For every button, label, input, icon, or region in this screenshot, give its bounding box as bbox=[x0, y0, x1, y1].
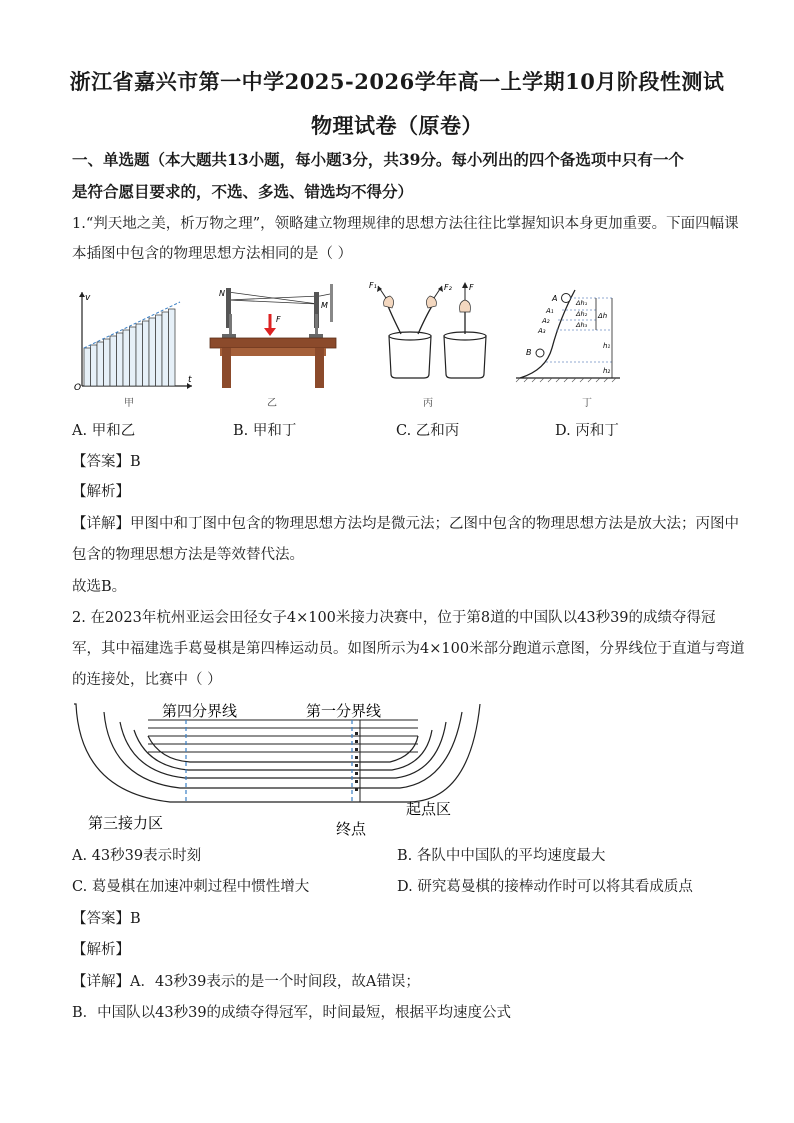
q1-answer: 【答案】B bbox=[72, 454, 141, 470]
q2-stem-line3: 的连接处，比赛中（ ） bbox=[72, 672, 222, 688]
dh2-label: Δh₂ bbox=[576, 310, 588, 318]
h1-label: h₁ bbox=[603, 342, 611, 350]
h2-label: h₂ bbox=[603, 367, 611, 375]
figure-ding-caption: 丁 bbox=[582, 398, 592, 409]
force-f-label-bing: F bbox=[469, 283, 474, 292]
figure-bing bbox=[369, 281, 486, 378]
q2-option-b: B. 各队中中国队的平均速度最大 bbox=[397, 848, 606, 864]
q2-option-c: C. 葛曼棋在加速冲刺过程中惯性增大 bbox=[72, 879, 310, 895]
figure-yi-caption: 乙 bbox=[267, 398, 277, 409]
q2-detail-line2: B．中国队以43秒39的成绩夺得冠军，时间最短，根据平均速度公式 bbox=[72, 1005, 512, 1021]
point-a2-label: A₂ bbox=[542, 317, 550, 325]
t-axis-label: t bbox=[188, 375, 192, 385]
force-f-label: F bbox=[276, 315, 281, 324]
mirror-n-label: N bbox=[219, 289, 225, 298]
q1-figures bbox=[0, 278, 794, 418]
q1-stem-line1: 1.“判天地之美，析万物之理”，领略建立物理规律的思想方法往往比掌握知识本身更加重要。下面四幅课 bbox=[72, 216, 739, 232]
origin-label: O bbox=[74, 383, 82, 393]
figure-ding bbox=[516, 290, 620, 382]
figure-jia bbox=[74, 292, 192, 393]
v-axis-label: v bbox=[85, 293, 91, 303]
q1-option-d: D. 丙和丁 bbox=[555, 423, 619, 439]
force-f2-label: F₂ bbox=[444, 283, 452, 292]
q1-option-b: B. 甲和丁 bbox=[233, 423, 297, 439]
exam-title: 浙江省嘉兴市第一中学2025-2026学年高一上学期10月阶段性测试 bbox=[69, 69, 725, 94]
q1-analysis: 【解析】 bbox=[72, 484, 130, 500]
point-a3-label: A₃ bbox=[538, 327, 546, 335]
exam-subtitle: 物理试卷（原卷） bbox=[311, 113, 483, 138]
third-relay-label: 第三接力区 bbox=[88, 814, 164, 832]
q2-option-d: D. 研究葛曼棋的接棒动作时可以将其看成质点 bbox=[397, 879, 693, 895]
mirror-m-label: M bbox=[321, 301, 328, 310]
fourth-line-label: 第四分界线 bbox=[162, 702, 238, 720]
dh1-label: Δh₁ bbox=[576, 299, 588, 307]
section-heading-line2: 是符合愿目要求的，不选、多选、错选均不得分） bbox=[72, 182, 414, 201]
q2-analysis: 【解析】 bbox=[72, 942, 130, 958]
q1-stem-line2: 本插图中包含的物理思想方法相同的是（ ） bbox=[72, 246, 353, 262]
q2-stem-line2: 军，其中福建选手葛曼棋是第四棒运动员。如图所示为4×100米部分跑道示意图，分界线位于直道与弯道 bbox=[72, 641, 745, 657]
q2-answer: 【答案】B bbox=[72, 911, 141, 927]
figure-yi bbox=[210, 284, 336, 388]
q2-track-figure bbox=[0, 692, 794, 838]
section-heading-line1: 一、单选题（本大题共13小题，每小题3分，共39分。每小列出的四个备选项中只有一个 bbox=[72, 150, 684, 169]
q1-detail-line1: 【详解】甲图中和丁图中包含的物理思想方法均是微元法；乙图中包含的物理思想方法是放大法；丙图中 bbox=[72, 516, 739, 532]
force-f1-label: F₁ bbox=[369, 281, 377, 290]
q2-option-a: A. 43秒39表示时刻 bbox=[72, 848, 202, 864]
figure-jia-caption: 甲 bbox=[124, 398, 134, 409]
q1-conclusion: 故选B。 bbox=[72, 579, 127, 595]
q2-detail-line1: 【详解】A．43秒39表示的是一个时间段，故A错误； bbox=[72, 974, 420, 990]
point-a1-label: A₁ bbox=[546, 307, 554, 315]
first-line-label: 第一分界线 bbox=[306, 702, 382, 720]
dh3-label: Δh₃ bbox=[576, 321, 588, 329]
q1-option-c: C. 乙和丙 bbox=[396, 423, 460, 439]
point-a-label: A bbox=[552, 294, 558, 303]
q1-detail-line2: 包含的物理思想方法是等效替代法。 bbox=[72, 547, 304, 563]
q1-option-a: A. 甲和乙 bbox=[72, 423, 136, 439]
point-b-label: B bbox=[526, 348, 532, 357]
start-zone-label: 起点区 bbox=[406, 800, 452, 818]
finish-label: 终点 bbox=[336, 820, 367, 838]
q2-stem-line1: 2. 在2023年杭州亚运会田径女子4×100米接力决赛中，位于第8道的中国队以43秒39的成绩夺得冠 bbox=[72, 610, 716, 626]
figure-bing-caption: 丙 bbox=[423, 398, 433, 409]
dh-label: Δh bbox=[598, 312, 608, 320]
